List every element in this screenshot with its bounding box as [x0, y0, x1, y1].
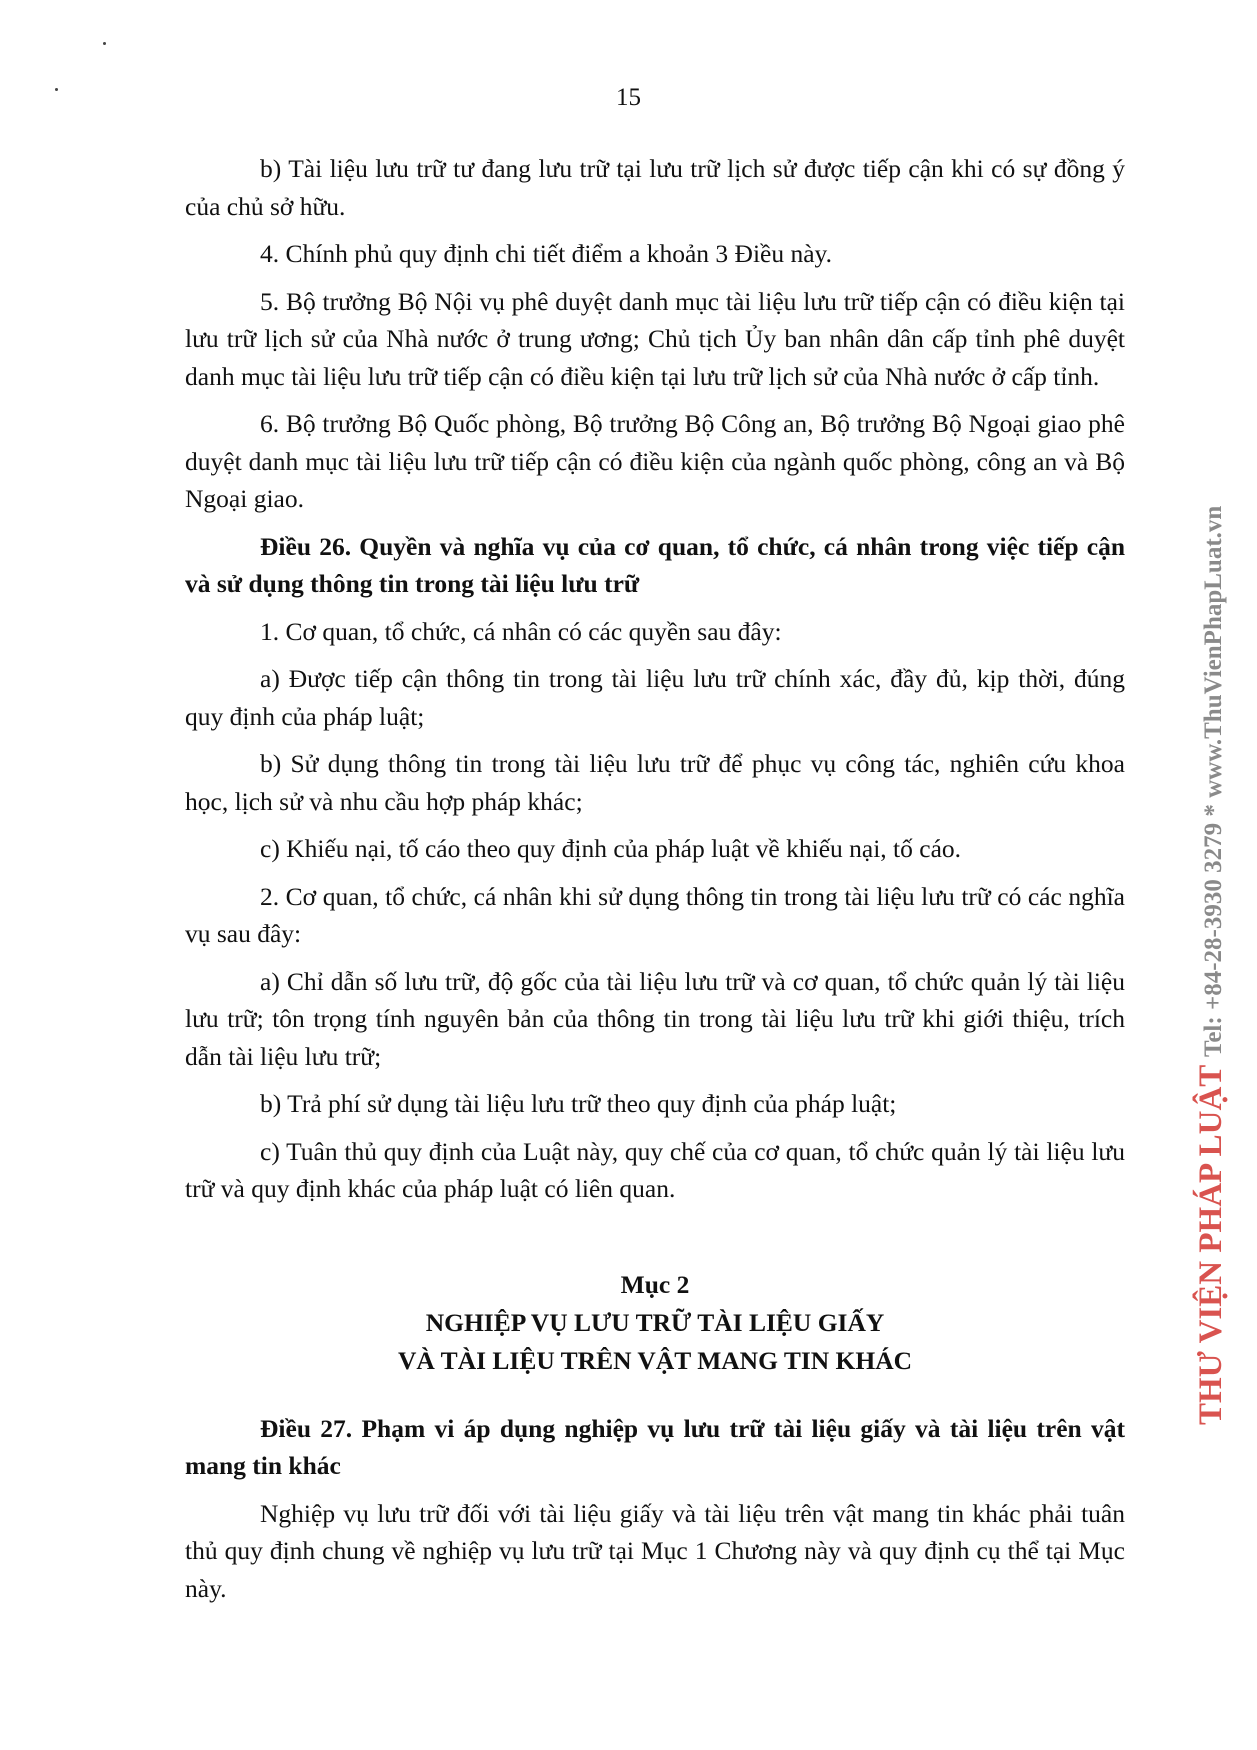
- document-body: [185, 150, 1125, 1607]
- paragraph-clause-4: 4. Chính phủ quy định chi tiết điểm a khoản 3 Điều này.: [260, 239, 833, 268]
- paragraph-b-private-archives: b) Tài liệu lưu trữ tư đang lưu trữ tại lưu trữ lịch sử được tiếp cận khi có sự đồng ý của chủ sở hữu.: [185, 154, 1125, 221]
- section-title-block: [185, 1266, 1125, 1380]
- paragraph-article26-1c: c) Khiếu nại, tố cáo theo quy định của pháp luật về khiếu nại, tố cáo.: [260, 834, 962, 863]
- watermark: [1175, 330, 1245, 1430]
- paragraph-article26-2b: b) Trả phí sử dụng tài liệu lưu trữ theo quy định của pháp luật;: [260, 1089, 897, 1118]
- section-label: Mục 2: [620, 1269, 690, 1299]
- paragraph-clause-6: 6. Bộ trưởng Bộ Quốc phòng, Bộ trưởng Bộ Công an, Bộ trưởng Bộ Ngoại giao phê duyệt danh mục tài liệu lưu trữ tiếp cận có điều kiện của ngành quốc phòng, công an và Bộ Ngoại giao.: [185, 409, 1125, 513]
- watermark-contact: Tel: +84-28-3930 3279 * www.ThuVienPhapLuat.vn: [1200, 505, 1227, 1058]
- paragraph-clause-5: 5. Bộ trưởng Bộ Nội vụ phê duyệt danh mục tài liệu lưu trữ tiếp cận có điều kiện tại lưu trữ lịch sử của Nhà nước ở trung ương; Chủ tịch Ủy ban nhân dân cấp tỉnh phê duyệt danh mục tài liệu lưu trữ tiếp cận có điều kiện tại lưu trữ lịch sử của Nhà nước ở cấp tỉnh.: [185, 286, 1125, 391]
- paragraph-article26-2c: c) Tuân thủ quy định của Luật này, quy chế của cơ quan, tổ chức quản lý tài liệu lưu trữ và quy định khác của pháp luật có liên quan.: [185, 1136, 1125, 1203]
- paragraph-article26-2a: a) Chỉ dẫn số lưu trữ, độ gốc của tài liệu lưu trữ và cơ quan, tổ chức quản lý tài liệu lưu trữ; tôn trọng tính nguyên bản của thông tin trong tài liệu lưu trữ khi giới thiệu, trích dẫn tài liệu lưu trữ;: [185, 966, 1125, 1071]
- section-title-line-2: VÀ TÀI LIỆU TRÊN VẬT MANG TIN KHÁC: [397, 1345, 913, 1375]
- article-26-heading: Điều 26. Quyền và nghĩa vụ của cơ quan, tổ chức, cá nhân trong việc tiếp cận và sử dụng thông tin trong tài liệu lưu trữ: [185, 531, 1125, 598]
- paragraph-article26-1b: b) Sử dụng thông tin trong tài liệu lưu trữ để phục vụ công tác, nghiên cứu khoa học, lịch sử và nhu cầu hợp pháp khác;: [185, 749, 1125, 816]
- page-number: 15: [616, 84, 641, 111]
- paragraph-article26-1a: a) Được tiếp cận thông tin trong tài liệu lưu trữ chính xác, đầy đủ, kịp thời, đúng quy định của pháp luật;: [185, 664, 1125, 731]
- paragraph-article26-clause-1: 1. Cơ quan, tổ chức, cá nhân có các quyền sau đây:: [260, 616, 782, 646]
- paragraph-article26-clause-2: 2. Cơ quan, tổ chức, cá nhân khi sử dụng thông tin trong tài liệu lưu trữ có các nghĩa vụ sau đây:: [185, 881, 1125, 948]
- article-27-heading: Điều 27. Phạm vi áp dụng nghiệp vụ lưu trữ tài liệu giấy và tài liệu trên vật mang tin khác: [185, 1413, 1125, 1480]
- article-27-body: Nghiệp vụ lưu trữ đối với tài liệu giấy và tài liệu trên vật mang tin khác phải tuân thủ quy định chung về nghiệp vụ lưu trữ tại Mục 1 Chương này và quy định cụ thể tại Mục này.: [185, 1498, 1125, 1603]
- watermark-brand: THƯ VIỆN PHÁP LUẬT: [1193, 1065, 1229, 1425]
- svg-text:THƯ VIỆN PHÁP LUẬT Tel:: [1191, 506, 1229, 1425]
- scan-speck: [103, 42, 106, 45]
- section-title-line-1: NGHIỆP VỤ LƯU TRỮ TÀI LIỆU GIẤY: [425, 1307, 885, 1337]
- watermark-svg: [1175, 330, 1245, 1430]
